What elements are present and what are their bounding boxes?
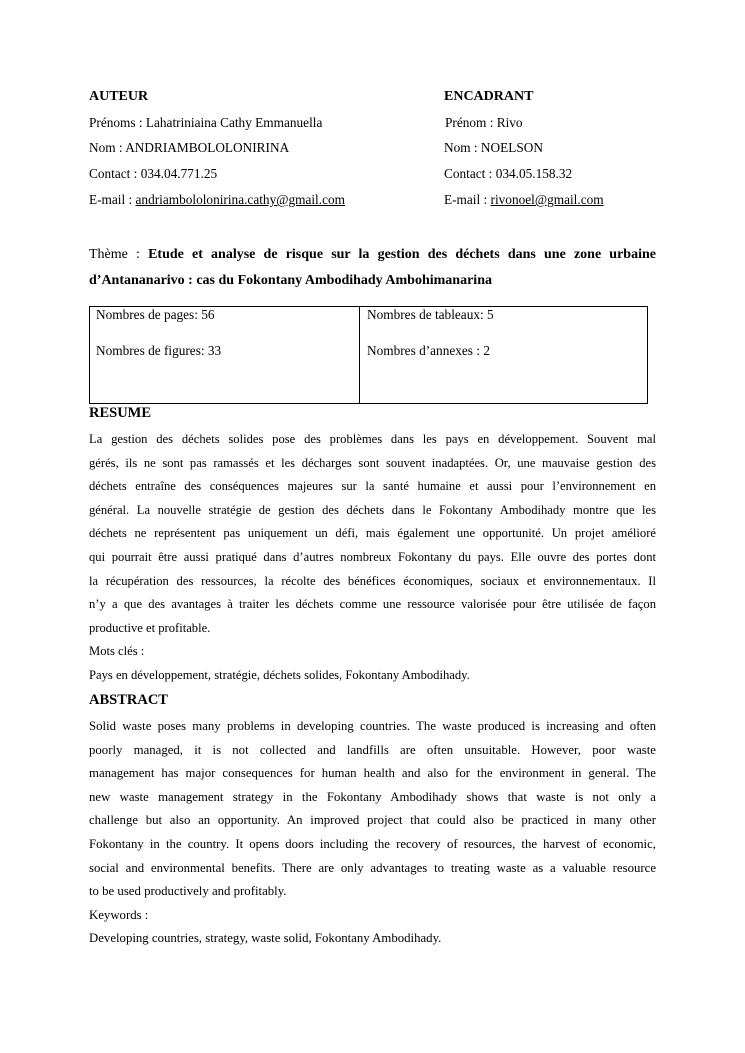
thesis-theme — [89, 242, 656, 294]
resume-line: déchets ne représentent pas uniquement un défi, mais également une opportunité. Un projet amélioré — [89, 526, 656, 541]
abstract-line: new waste management strategy in the Fokontany Ambodihady shows that waste is not only a — [89, 789, 656, 804]
abstract-body — [89, 715, 656, 951]
stat-tables: Nombres de tableaux: 5 — [367, 307, 494, 322]
supervisor-email-link[interactable]: rivonoel@gmail.com — [490, 192, 604, 207]
abstract-keywords-label: Keywords : — [89, 907, 149, 922]
resume-line: productive et profitable. — [89, 620, 211, 635]
abstract-line: social and environmental benefits. There are only advantages to treating waste as a valuable resource — [89, 860, 656, 875]
document-page — [89, 0, 656, 1053]
document-stats-table — [89, 306, 648, 404]
resume-body — [89, 428, 656, 688]
stat-figures: Nombres de figures: 33 — [96, 343, 222, 358]
supervisor-lastname: Nom : NOELSON — [444, 140, 543, 155]
author-lastname: Nom : ANDRIAMBOLOLONIRINA — [89, 140, 290, 155]
abstract-keywords: Developing countries, strategy, waste solid, Fokontany Ambodihady. — [89, 931, 442, 946]
abstract-line: management has major consequences for human health and also for the environment in general. The — [89, 766, 656, 781]
table-divider — [359, 307, 360, 403]
supervisor-contact: Contact : 034.05.158.32 — [444, 166, 573, 181]
abstract-line: Solid waste poses many problems in developing countries. The waste produced is increasing and often — [89, 719, 656, 733]
resume-keywords: Pays en développement, stratégie, déchets solides, Fokontany Ambodihady. — [89, 667, 470, 682]
abstract-line: Fokontany in the country. It opens doors including the recovery of resources, the harvest of economic, — [89, 836, 656, 851]
author-email-link[interactable]: andriambololonirina.cathy@gmail.com — [135, 192, 345, 207]
supervisor-email-line — [444, 192, 604, 208]
resume-line: n’y a que des avantages à traiter les déchets comme une ressource valorisée pour être utilisée de façon — [89, 597, 656, 612]
supervisor-firstname: Prénom : Rivo — [445, 115, 523, 130]
theme-title: Etude et analyse de risque sur la gestion des déchets dans une zone urbaine d’Antananarivo : cas du Fokontany Ambodihady Ambohimanarina — [89, 247, 656, 288]
abstract-line: poorly managed, it is not collected and landfills are often unsuitable. However, poor waste — [89, 742, 656, 757]
author-email-label: E-mail : — [89, 192, 136, 207]
abstract-heading: ABSTRACT — [89, 692, 168, 708]
resume-line: déchets entraîne des conséquences majeures sur la santé humaine et aussi pour l’environnement en — [89, 479, 656, 494]
resume-line: La gestion des déchets solides pose des problèmes dans les pays en développement. Souvent mal — [89, 432, 656, 446]
theme-label: Thème : — [89, 247, 149, 262]
author-firstnames: Prénoms : Lahatriniaina Cathy Emmanuella — [89, 115, 323, 130]
resume-line: qui pourrait être aussi pratiqué dans d’autres nombreux Fokontany du pays. Elle ouvre des portes dont — [89, 549, 656, 564]
author-heading: AUTEUR — [89, 89, 149, 104]
resume-keywords-label: Mots clés : — [89, 644, 145, 659]
resume-line: gérés, ils ne sont pas ramassés et les décharges sont souvent inadaptées. Or, une mauvaise gestion des — [89, 455, 656, 470]
supervisor-email-label: E-mail : — [444, 192, 491, 207]
stat-pages: Nombres de pages: 56 — [96, 307, 215, 322]
author-email-line — [89, 192, 345, 208]
resume-line: la récupération des ressources, la récolte des bénéfices économiques, sociaux et environnementaux. Il — [89, 573, 656, 588]
abstract-line: challenge but also an opportunity. An improved project that could also be practiced in many other — [89, 813, 656, 828]
resume-heading: RESUME — [89, 405, 152, 421]
stat-annexes: Nombres d’annexes : 2 — [367, 343, 490, 358]
abstract-line: to be used productively and profitably. — [89, 884, 287, 899]
author-contact: Contact : 034.04.771.25 — [89, 166, 218, 181]
resume-line: général. La nouvelle stratégie de gestion des déchets dans le Fokontany Ambodihady montre que les — [89, 502, 656, 517]
supervisor-heading: ENCADRANT — [444, 89, 534, 104]
